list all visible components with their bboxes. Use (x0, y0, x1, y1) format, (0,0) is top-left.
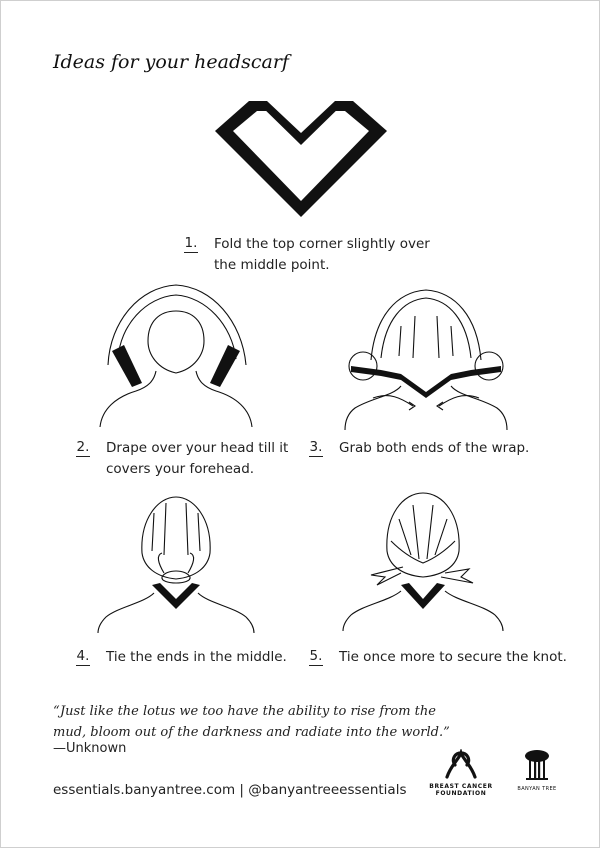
back-of-head-grab-icon (341, 286, 511, 431)
page-title: Ideas for your headscarf (53, 51, 289, 73)
breast-cancer-foundation-logo: BREAST CANCER FOUNDATION (419, 749, 503, 797)
step-text: Tie the ends in the middle. (106, 649, 287, 665)
website-link[interactable]: essentials.banyantree.com (53, 782, 236, 798)
banyan-tree-logo: BANYAN TREE (509, 749, 565, 792)
tree-icon (523, 749, 551, 781)
step-number: 5. (309, 648, 323, 664)
back-of-head-knot-icon (341, 489, 506, 633)
draped-head-icon (96, 281, 256, 431)
step-number: 3. (309, 439, 323, 455)
ribbon-icon (441, 749, 481, 779)
social-handle-link[interactable]: @banyantreeessentials (248, 782, 407, 798)
quote: “Just like the lotus we too have the ability to rise from the mud, bloom out of the darkness and radiate into the world.” (53, 704, 450, 740)
step-text: Tie once more to secure the knot. (339, 649, 567, 665)
step-text: Fold the top corner slightly over the middle point. (214, 236, 430, 273)
folded-scarf-icon (201, 93, 401, 223)
step-text: Drape over your head till it covers your forehead. (106, 440, 289, 477)
footer (53, 782, 406, 798)
step-number: 2. (76, 439, 90, 455)
step-number: 1. (184, 235, 198, 251)
quote-attribution: —Unknown (53, 741, 127, 756)
step-number: 4. (76, 648, 90, 664)
step-text: Grab both ends of the wrap. (339, 440, 530, 456)
footer-separator: | (235, 782, 249, 798)
back-of-head-tie-icon (96, 493, 256, 633)
